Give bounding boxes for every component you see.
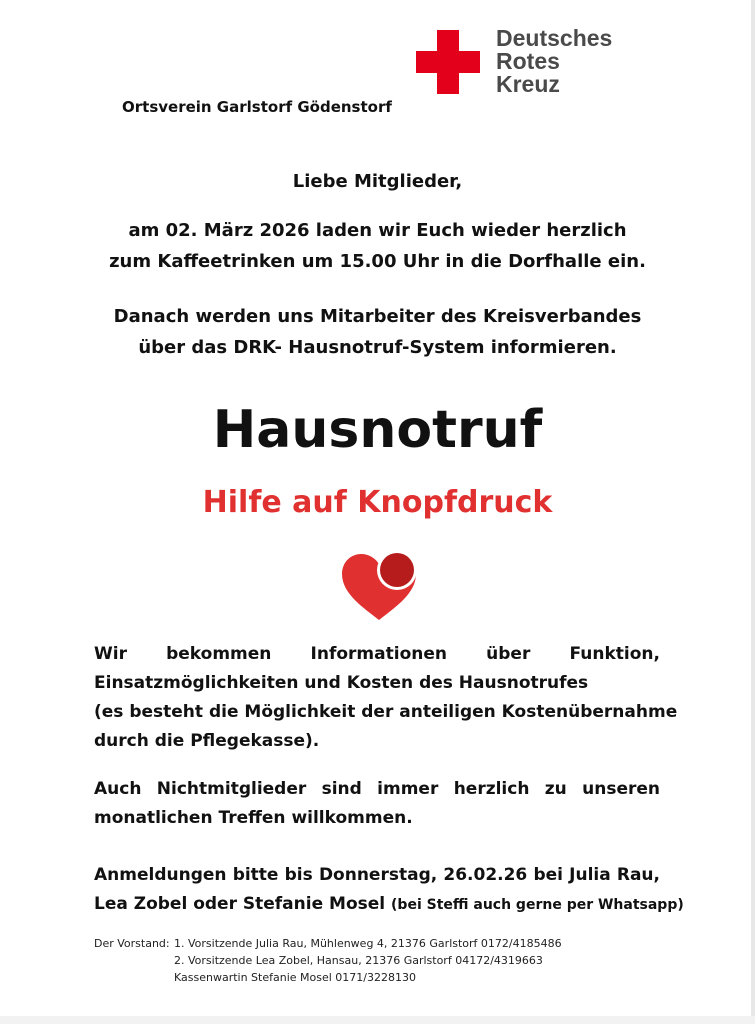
headline: Hausnotruf (212, 400, 543, 460)
word: Anmeldungen (94, 865, 227, 885)
subheadline: Hilfe auf Knopfdruck (202, 485, 553, 520)
logo-line-1: Deutsches (496, 25, 613, 51)
paragraph-2-line-2: monatlichen Treffen willkommen. (94, 808, 413, 828)
paragraph-1-line-3: (es besteht die Möglichkeit der anteiligen Kostenübernahme (94, 702, 678, 722)
word: Nichtmitglieder (156, 779, 307, 799)
word: 26.02.26 (443, 865, 528, 885)
paragraph-1-line-4: durch die Pflegekasse). (94, 731, 320, 751)
board-label: Der Vorstand: (94, 937, 170, 950)
info-text (40, 301, 715, 363)
word: herzlich (453, 779, 530, 799)
paragraph-nonmembers (94, 775, 660, 833)
info-line-2: über das DRK- Hausnotruf-System informieren. (138, 337, 617, 358)
word: Wir (94, 644, 127, 664)
red-cross-icon (416, 30, 480, 94)
word: Rau, (616, 865, 660, 885)
org-name: Ortsverein Garlstorf Gödenstorf (122, 98, 392, 116)
logo-wordmark (496, 27, 612, 96)
board-footer (94, 935, 562, 986)
word: sind (321, 779, 362, 799)
info-line-1: Danach werden uns Mitarbeiter des Kreisverbandes (113, 306, 642, 327)
board-chair-2: 2. Vorsitzende Lea Zobel, Hansau, 21376 Garlstorf 04172/4319663 (174, 954, 543, 967)
word: Informationen (310, 644, 447, 664)
word: zu (544, 779, 567, 799)
paragraph-registration (94, 861, 684, 920)
paragraph-3-line-2 (94, 890, 684, 920)
logo-line-3: Kreuz (496, 71, 560, 97)
word: bitte (232, 865, 279, 885)
word: bekommen (166, 644, 272, 664)
board-chair-1: 1. Vorsitzende Julia Rau, Mühlenweg 4, 21376 Garlstorf 0172/4185486 (174, 937, 562, 950)
board-treasurer: Kassenwartin Stefanie Mosel 0171/3228130 (174, 971, 416, 984)
whatsapp-note: (bei Steffi auch gerne per Whatsapp) (391, 897, 684, 913)
logo-line-2: Rotes (496, 48, 560, 74)
page-bottom-edge (0, 1016, 755, 1024)
invitation-line-2: zum Kaffeetrinken um 15.00 Uhr in die Dorfhalle ein. (109, 251, 646, 272)
board-row-1 (94, 935, 562, 952)
word: bei (533, 865, 563, 885)
word: unseren (582, 779, 660, 799)
paragraph-1-line-1 (94, 640, 660, 669)
paragraph-1-line-2: Einsatzmöglichkeiten und Kosten des Hausnotrufes (94, 673, 589, 693)
paragraph-3-line-1 (94, 861, 660, 890)
invitation-text (40, 215, 715, 277)
paragraph-2-line-1 (94, 775, 660, 804)
word: Donnerstag, (318, 865, 438, 885)
paragraph-information (94, 640, 678, 756)
greeting-line: Liebe Mitglieder, (292, 171, 463, 192)
word: Julia (569, 865, 611, 885)
word: Auch (94, 779, 142, 799)
drk-logo (416, 25, 676, 98)
contact-names: Lea Zobel oder Stefanie Mosel (94, 894, 386, 914)
greeting (40, 166, 715, 197)
invitation-line-1: am 02. März 2026 laden wir Euch wieder herzlich (128, 220, 627, 241)
board-row-2 (94, 952, 562, 969)
word: Funktion, (569, 644, 660, 664)
word: immer (377, 779, 439, 799)
word: bis (284, 865, 313, 885)
heart-with-dot-icon (334, 544, 424, 624)
word: über (486, 644, 531, 664)
board-row-3 (94, 969, 562, 986)
